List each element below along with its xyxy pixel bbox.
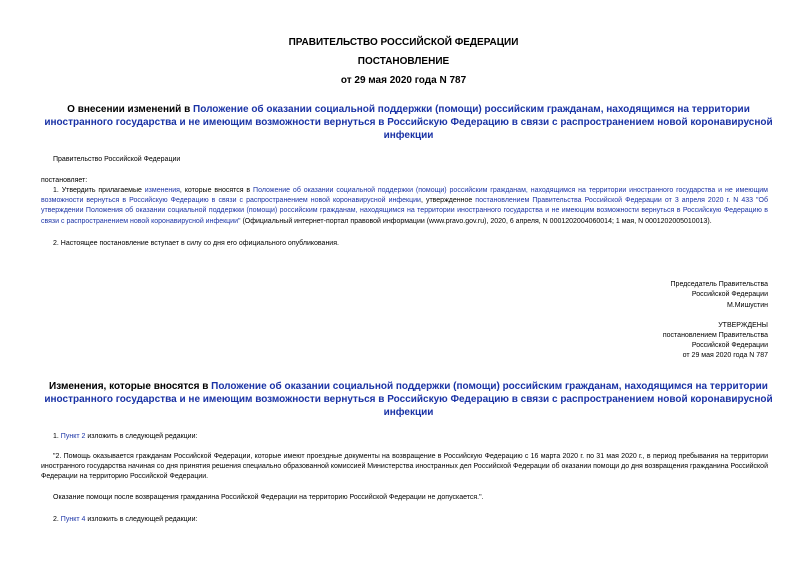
change-item-1 bbox=[53, 432, 197, 442]
paragraph-2: 2. Настоящее постановление вступает в силу со дня его официального опубликования. bbox=[53, 240, 339, 247]
p1-text-1: 1. Утвердить прилагаемые bbox=[53, 187, 145, 194]
document-title bbox=[40, 103, 777, 142]
paragraph-1 bbox=[41, 186, 768, 227]
date-number-heading: от 29 мая 2020 года N 787 bbox=[340, 75, 467, 86]
approval-line-1: УТВЕРЖДЕНЫ bbox=[718, 322, 768, 329]
changes-link[interactable]: изменения bbox=[144, 187, 180, 194]
changes-title bbox=[36, 380, 781, 419]
regulation-link[interactable]: Положение об оказании социальной поддержки (помощи) российским гражданам, находящимся на территории иностранного государства и не имеющим возможности вернуться в Российскую Федерацию в связи с распространением новой коронавирусной инфекции bbox=[41, 187, 768, 205]
government-label: Правительство Российской Федерации bbox=[53, 156, 181, 163]
p1-text-4: (Официальный интернет-портал правовой информации (www.pravo.gov.ru), 2020, 6 апреля, N 0001202004060014; 1 мая, N 0001202005010013). bbox=[240, 217, 712, 225]
item-2-link[interactable]: Пункт 4 bbox=[60, 516, 86, 523]
resolution-433-link[interactable]: постановлением Правительства Российской Федерации от 3 апреля 2020 г. N 433 "Об утверждении Положения об оказании социальной поддержки (помощи) российским гражданам, находящимся на территории иностранного государства и не имеющим возможности вернуться в Российскую Федерацию в связи с распространением новой коронавирусной инфекции" bbox=[41, 197, 768, 225]
change-item-2 bbox=[53, 515, 197, 525]
item-1-rest: изложить в следующей редакции: bbox=[85, 433, 198, 440]
authority-heading: ПРАВИТЕЛЬСТВО РОССИЙСКОЙ ФЕДЕРАЦИИ bbox=[288, 37, 519, 48]
title-regulation-link[interactable]: Положение об оказании социальной поддержки (помощи) российским гражданам, находящимся на территории иностранного государства и не имеющим возможности вернуться в Российскую Федерацию в связи с распространением новой коронавирусной инфекции bbox=[44, 104, 773, 141]
p1-text-3: , утвержденное bbox=[420, 197, 476, 205]
quote-paragraph-1: "2. Помощь оказывается гражданам Российской Федерации, которые имеют проездные документы на возвращение в Российскую Федерацию с 16 марта 2020 г. по 31 мая 2020 г., в период пребывания на территории иностранного государства начиная со дня принятия решения специально образованной комиссией Министерства иностранных дел Российской Федерации об оказании помощи до дня возвращения гражданина Российской Федерации на территорию Российской Федерации. bbox=[41, 453, 768, 481]
p1-text-2: , которые вносятся в bbox=[179, 187, 254, 194]
approval-line-2: постановлением Правительства bbox=[662, 332, 768, 339]
doc-type-heading: ПОСТАНОВЛЕНИЕ bbox=[357, 56, 450, 67]
item-1-number: 1. bbox=[53, 433, 61, 440]
signature-line-2: Российской Федерации bbox=[691, 291, 768, 298]
item-1-link[interactable]: Пункт 2 bbox=[60, 433, 86, 440]
signature-name: М.Мишустин bbox=[726, 302, 768, 309]
decides-label: постановляет: bbox=[41, 177, 88, 184]
changes-title-link[interactable]: Положение об оказании социальной поддержки (помощи) российским гражданам, находящимся на территории иностранного государства и не имеющим возможности вернуться в Российскую Федерацию в связи с распространением новой коронавирусной инфекции bbox=[44, 381, 773, 418]
item-2-rest: изложить в следующей редакции: bbox=[85, 516, 198, 523]
item-2-number: 2. bbox=[53, 516, 61, 523]
approval-line-3: Российской Федерации bbox=[691, 342, 768, 349]
signature-line-1: Председатель Правительства bbox=[670, 281, 768, 288]
title-prefix: О внесении изменений в bbox=[67, 104, 194, 115]
changes-title-prefix: Изменения, которые вносятся в bbox=[49, 381, 212, 392]
quote-paragraph-2: Оказание помощи после возвращения гражданина Российской Федерации на территорию Российской Федерации не допускается.". bbox=[53, 494, 484, 501]
approval-line-4: от 29 мая 2020 года N 787 bbox=[682, 352, 768, 359]
